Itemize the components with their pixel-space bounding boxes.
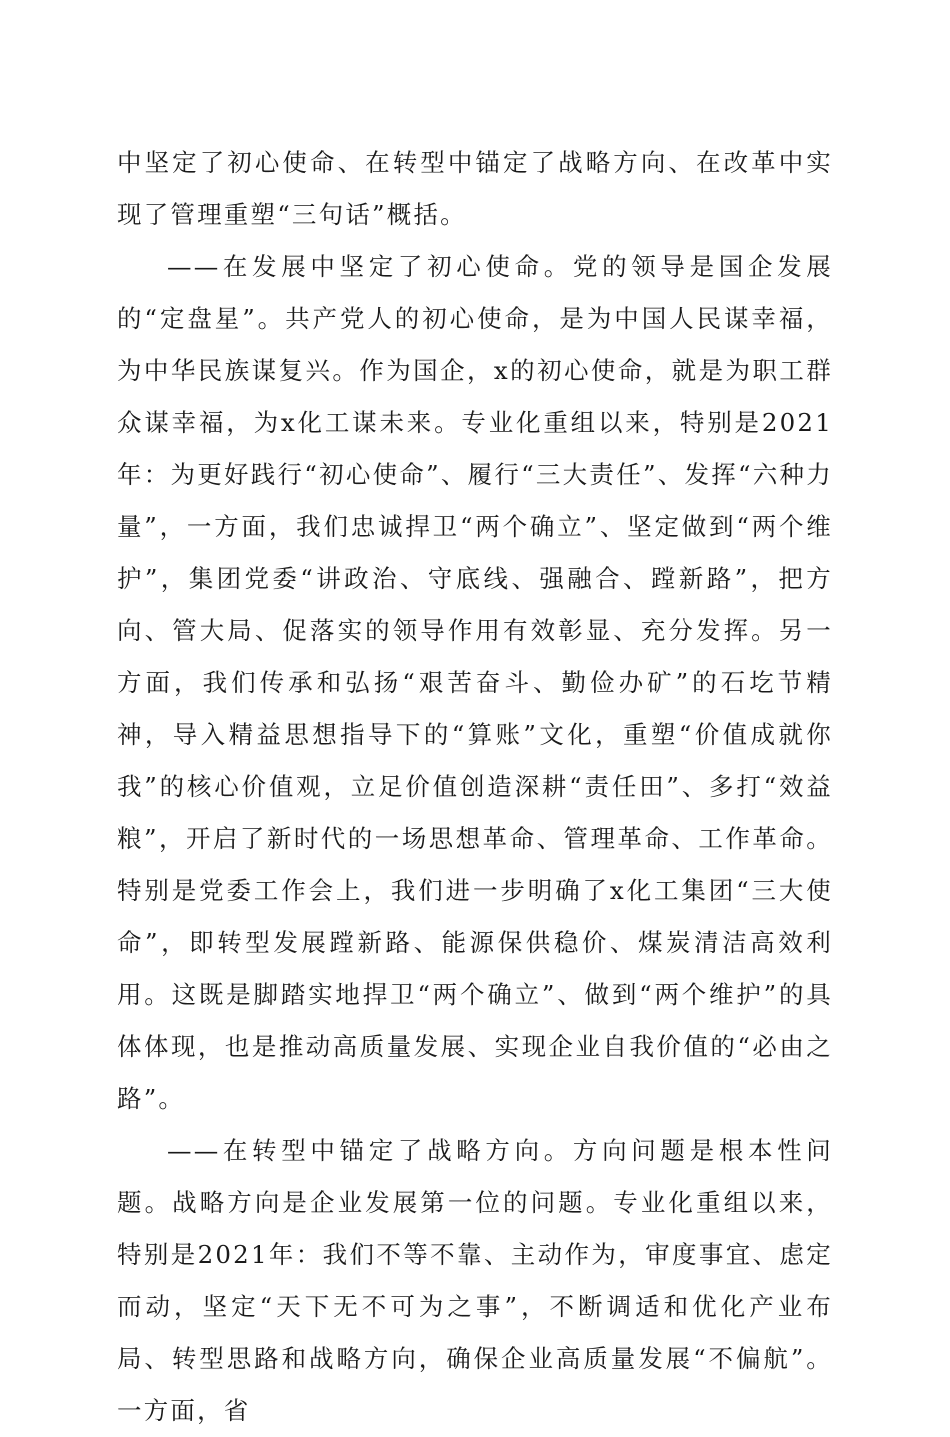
paragraph-strategy: ——在转型中锚定了战略方向。方向问题是根本性问题。战略方向是企业发展第一位的问题。专业化重组以来，特别是2021年：我们不等不靠、主动作为，审度事宜、虑定而动，坚定“天下无不可为之事”，不断调适和优化产业布局、转型思路和战略方向，确保企业高质量发展“不偏航”。一方面，省 (117, 1136, 833, 1425)
paragraph-continuation: 中坚定了初心使命、在转型中锚定了战略方向、在改革中实现了管理重塑“三句话”概括。 (117, 148, 833, 229)
document-body (117, 137, 833, 1437)
paragraph-mission: ——在发展中坚定了初心使命。党的领导是国企发展的“定盘星”。共产党人的初心使命，是为中国人民谋幸福，为中华民族谋复兴。作为国企，x的初心使命，就是为职工群众谋幸福，为x化工谋未来。专业化重组以来，特别是2021年：为更好践行“初心使命”、履行“三大责任”、发挥“六种力量”，一方面，我们忠诚捍卫“两个确立”、坚定做到“两个维护”，集团党委“讲政治、守底线、强融合、蹚新路”，把方向、管大局、促落实的领导作用有效彰显、充分发挥。另一方面，我们传承和弘扬“艰苦奋斗、勤俭办矿”的石圪节精神，导入精益思想指导下的“算账”文化，重塑“价值成就你我”的核心价值观，立足价值创造深耕“责任田”、多打“效益粮”，开启了新时代的一场思想革命、管理革命、工作革命。特别是党委工作会上，我们进一步明确了x化工集团“三大使命”，即转型发展蹚新路、能源保供稳价、煤炭清洁高效利用。这既是脚踏实地捍卫“两个确立”、做到“两个维护”的具体体现，也是推动高质量发展、实现企业自我价值的“必由之路”。 (117, 252, 833, 1113)
